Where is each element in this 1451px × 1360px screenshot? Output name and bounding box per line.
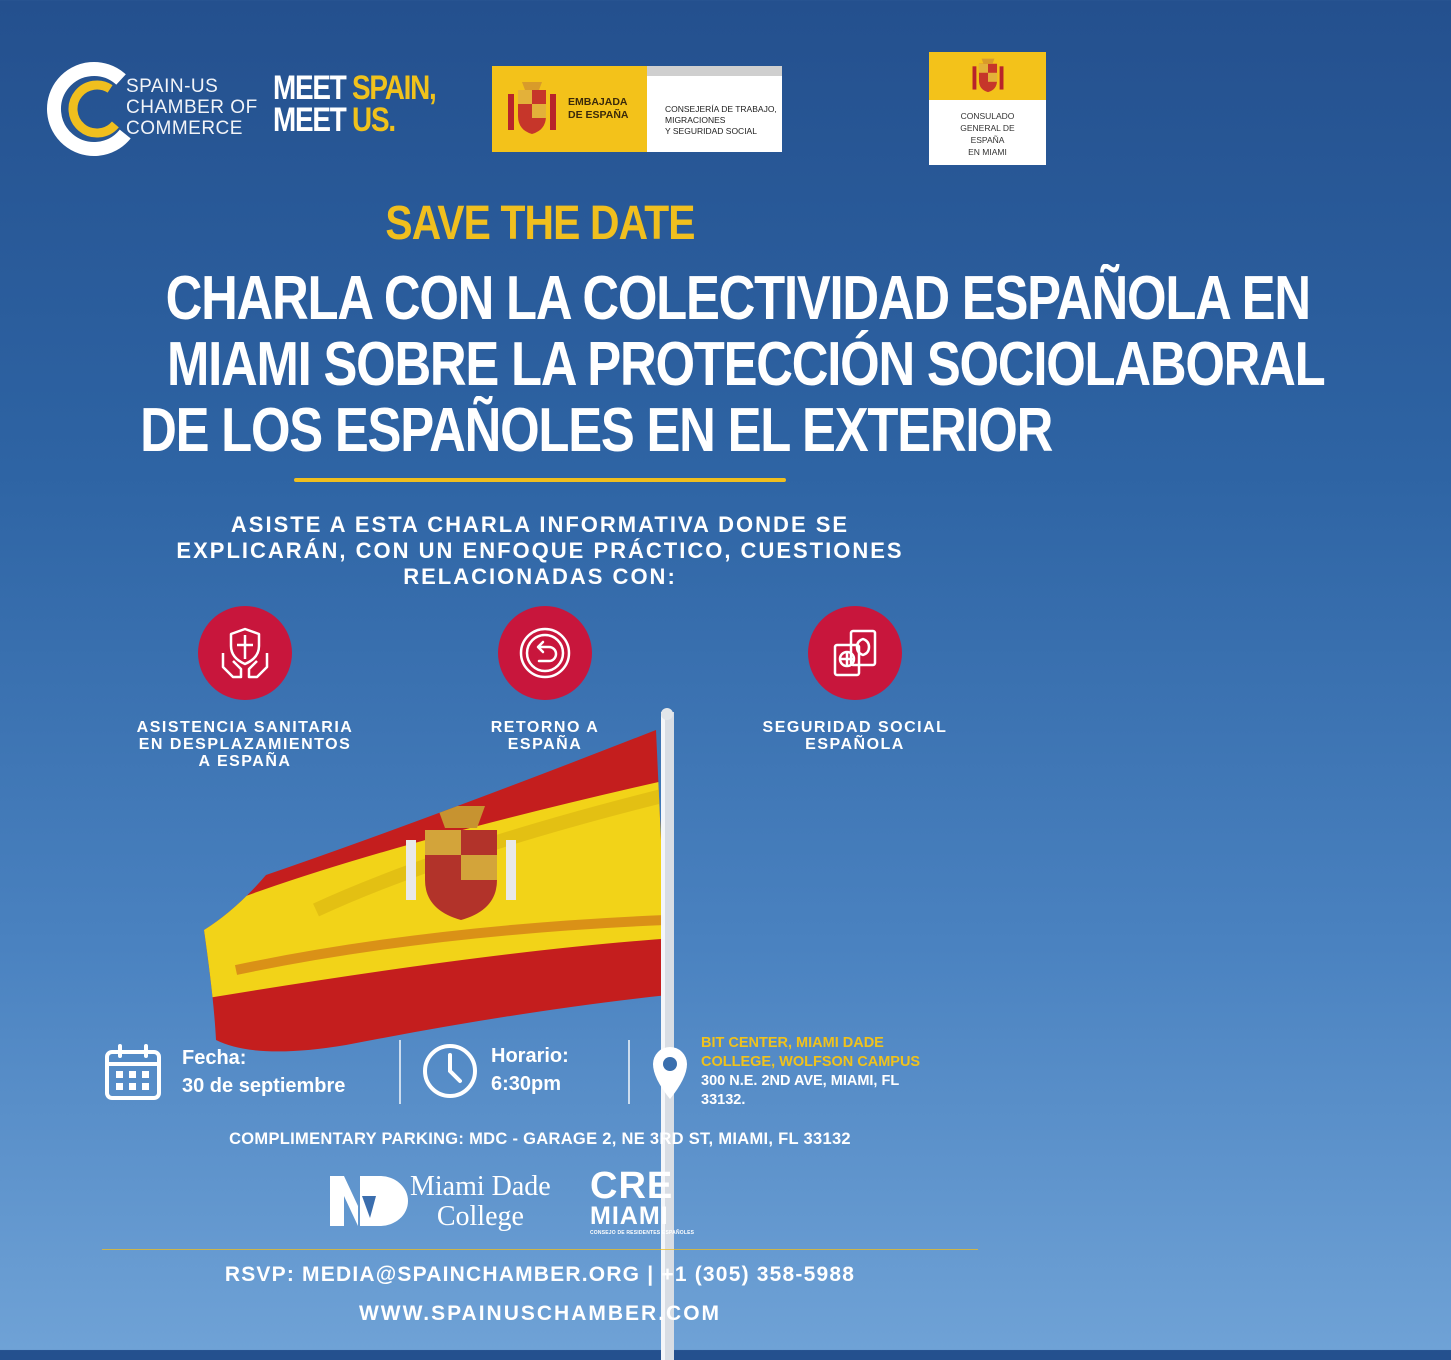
location-pin-icon <box>650 1045 690 1101</box>
info-divider <box>399 1040 401 1104</box>
topic-line: ESPAÑA <box>507 736 583 753</box>
consulado-line: EN MIAMI <box>968 147 1007 157</box>
date-label: Fecha: <box>182 1047 247 1069</box>
chamber-line: SPAIN-US <box>126 76 219 97</box>
mdc-line: College <box>436 1201 524 1232</box>
intro-line: RELACIONADAS CON: <box>403 564 677 589</box>
topic-seguridad <box>725 719 985 753</box>
save-the-date: SAVE THE DATE <box>385 197 695 250</box>
meet-text: MEET <box>273 101 353 139</box>
event-title <box>40 264 1325 465</box>
spain-text: SPAIN, <box>352 69 436 107</box>
chamber-name <box>126 76 258 139</box>
topic-line: A ESPAÑA <box>198 753 292 770</box>
calendar-icon <box>104 1044 162 1102</box>
return-arrow-icon <box>498 606 592 700</box>
date-value: 30 de septiembre <box>182 1075 346 1097</box>
venue-block <box>701 1034 961 1110</box>
embajada-line: DE ESPAÑA <box>568 109 629 121</box>
topic-line: RETORNO A <box>490 719 600 736</box>
embajada-logo <box>492 66 782 152</box>
parking-info: COMPLIMENTARY PARKING: MDC - GARAGE 2, NE 3RD ST, MIAMI, FL 33132 <box>229 1130 851 1148</box>
meet-text: MEET <box>273 69 353 107</box>
us-text: US. <box>352 101 395 139</box>
consulado-line: CONSULADO <box>960 111 1015 121</box>
info-divider <box>628 1040 630 1104</box>
passport-icon <box>808 606 902 700</box>
date-block <box>182 1044 345 1100</box>
consejeria-line: CONSEJERÍA DE TRABAJO, <box>665 104 777 114</box>
venue-name: COLLEGE, WOLFSON CAMPUS <box>701 1054 921 1070</box>
cre-miami-logo <box>590 1165 695 1236</box>
topic-line: EN DESPLAZAMIENTOS <box>138 736 352 753</box>
coat-of-arms-icon <box>504 78 560 140</box>
cre-miami-text: MIAMI <box>590 1202 669 1230</box>
time-block <box>491 1042 569 1098</box>
embajada-line: EMBAJADA <box>568 96 628 108</box>
time-value: 6:30pm <box>491 1073 562 1095</box>
website-link[interactable]: WWW.SPAINUSCHAMBER.COM <box>358 1302 722 1325</box>
title-divider <box>294 478 786 482</box>
topic-line: ASISTENCIA SANITARIA <box>136 719 354 736</box>
topic-retorno <box>415 719 675 753</box>
title-line: MIAMI SOBRE LA PROTECCIÓN SOCIOLABORAL <box>167 330 1325 399</box>
time-label: Horario: <box>491 1045 569 1067</box>
chamber-line: CHAMBER OF <box>126 97 258 118</box>
title-line: CHARLA CON LA COLECTIVIDAD ESPAÑOLA EN <box>165 264 1310 333</box>
consulado-line: GENERAL DE <box>960 123 1015 133</box>
topic-line: ESPAÑOLA <box>805 736 905 753</box>
mdc-logo-mark <box>330 1176 408 1226</box>
topic-line: SEGURIDAD SOCIAL <box>762 719 948 736</box>
clock-icon <box>421 1042 479 1100</box>
coat-of-arms-icon <box>968 56 1008 96</box>
consejeria-line: MIGRACIONES <box>665 115 726 125</box>
venue-address: 33132. <box>701 1092 746 1108</box>
topic-asistencia <box>115 719 375 770</box>
venue-address: 300 N.E. 2ND AVE, MIAMI, FL <box>701 1073 900 1089</box>
intro-line: EXPLICARÁN, CON UN ENFOQUE PRÁCTICO, CUESTIONES <box>176 538 904 563</box>
consulado-line: ESPAÑA <box>970 135 1005 145</box>
spanish-flag-image <box>196 700 716 1360</box>
meet-spain-logo <box>273 69 436 139</box>
consejeria-line: Y SEGURIDAD SOCIAL <box>665 126 757 136</box>
mdc-line: Miami Dade <box>410 1171 551 1202</box>
shield-hands-icon <box>198 606 292 700</box>
footer-divider <box>102 1249 978 1250</box>
chamber-line: COMMERCE <box>126 118 243 139</box>
intro-line: ASISTE A ESTA CHARLA INFORMATIVA DONDE SE <box>230 512 850 537</box>
rsvp-contact[interactable]: RSVP: MEDIA@SPAINCHAMBER.ORG | +1 (305) 358-5988 <box>224 1263 856 1286</box>
miami-dade-college-logo <box>410 1172 551 1232</box>
consulado-logo <box>929 52 1046 165</box>
title-line: DE LOS ESPAÑOLES EN EL EXTERIOR <box>140 396 1053 465</box>
venue-name: BIT CENTER, MIAMI DADE <box>701 1035 884 1051</box>
cre-text: CRE <box>590 1165 674 1207</box>
intro-text <box>120 512 960 590</box>
cre-subtitle: CONSEJO DE RESIDENTES ESPAÑOLES <box>590 1230 695 1236</box>
